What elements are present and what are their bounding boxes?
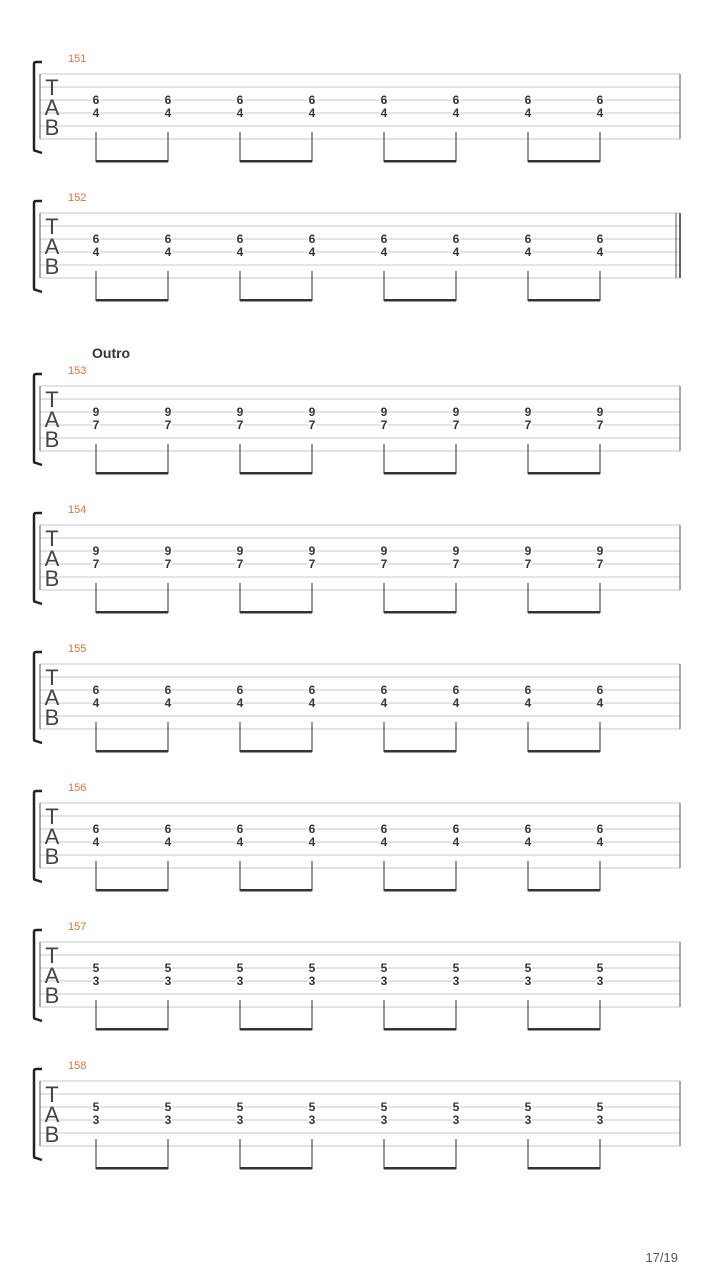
- fret-number: 3: [452, 1113, 460, 1127]
- fret-number: 4: [524, 696, 532, 710]
- fret-number: 9: [308, 544, 316, 558]
- fret-number: 4: [452, 245, 460, 259]
- fret-number: 4: [308, 835, 316, 849]
- fret-number: 9: [92, 405, 100, 419]
- fret-number: 3: [236, 1113, 244, 1127]
- beam: [528, 1167, 600, 1170]
- fret-number: 6: [380, 232, 388, 246]
- beam: [96, 160, 168, 163]
- tab-system: [34, 53, 680, 163]
- tab-system: [34, 1060, 680, 1170]
- tab-clef-letter: A: [44, 234, 60, 259]
- fret-number: 6: [452, 683, 460, 697]
- tab-clef-letter: A: [44, 1102, 60, 1127]
- fret-number: 4: [452, 696, 460, 710]
- fret-number: 5: [596, 1100, 604, 1114]
- beam: [240, 889, 312, 892]
- measure-number: 152: [68, 192, 87, 204]
- tab-system: [34, 782, 680, 892]
- tab-clef-letter: T: [45, 214, 59, 239]
- beam: [528, 160, 600, 163]
- fret-number: 9: [380, 544, 388, 558]
- fret-number: 9: [236, 544, 244, 558]
- beam: [384, 299, 456, 302]
- fret-number: 6: [308, 232, 316, 246]
- fret-number: 9: [164, 544, 172, 558]
- tab-system: [34, 345, 680, 475]
- beam: [96, 611, 168, 614]
- measure-number: 157: [68, 921, 87, 933]
- tab-clef-letter: B: [44, 1122, 60, 1147]
- fret-number: 7: [308, 418, 316, 432]
- fret-number: 3: [452, 974, 460, 988]
- fret-number: 9: [452, 405, 460, 419]
- fret-number: 5: [524, 1100, 532, 1114]
- fret-number: 3: [380, 974, 388, 988]
- fret-number: 7: [164, 418, 172, 432]
- fret-number: 4: [236, 106, 244, 120]
- beam: [528, 1028, 600, 1031]
- beam: [240, 611, 312, 614]
- beam: [96, 1167, 168, 1170]
- fret-number: 9: [92, 544, 100, 558]
- beam: [528, 750, 600, 753]
- beam: [240, 1167, 312, 1170]
- beam: [528, 889, 600, 892]
- fret-number: 4: [164, 245, 172, 259]
- fret-number: 5: [164, 1100, 172, 1114]
- tab-system: [34, 504, 680, 614]
- fret-number: 7: [596, 418, 604, 432]
- fret-number: 6: [92, 822, 100, 836]
- beam: [240, 1028, 312, 1031]
- fret-number: 5: [164, 961, 172, 975]
- fret-number: 7: [164, 557, 172, 571]
- fret-number: 6: [524, 93, 532, 107]
- tab-clef-letter: B: [44, 844, 60, 869]
- fret-number: 5: [452, 961, 460, 975]
- beam: [96, 889, 168, 892]
- fret-number: 4: [596, 835, 604, 849]
- fret-number: 4: [164, 106, 172, 120]
- fret-number: 4: [92, 696, 100, 710]
- fret-number: 6: [308, 822, 316, 836]
- fret-number: 9: [596, 405, 604, 419]
- fret-number: 6: [92, 232, 100, 246]
- fret-number: 4: [236, 245, 244, 259]
- fret-number: 3: [308, 1113, 316, 1127]
- fret-number: 6: [236, 822, 244, 836]
- fret-number: 9: [308, 405, 316, 419]
- tab-clef-letter: B: [44, 566, 60, 591]
- measure-number: 158: [68, 1060, 87, 1072]
- fret-number: 3: [164, 1113, 172, 1127]
- fret-number: 4: [308, 106, 316, 120]
- fret-number: 5: [308, 961, 316, 975]
- fret-number: 4: [308, 245, 316, 259]
- fret-number: 4: [452, 106, 460, 120]
- fret-number: 6: [452, 232, 460, 246]
- fret-number: 4: [380, 835, 388, 849]
- fret-number: 4: [596, 245, 604, 259]
- measure-number: 154: [68, 504, 87, 516]
- fret-number: 6: [596, 683, 604, 697]
- fret-number: 7: [452, 418, 460, 432]
- fret-number: 7: [524, 557, 532, 571]
- fret-number: 3: [92, 1113, 100, 1127]
- fret-number: 6: [524, 232, 532, 246]
- fret-number: 6: [164, 93, 172, 107]
- fret-number: 4: [164, 835, 172, 849]
- beam: [240, 299, 312, 302]
- fret-number: 3: [524, 1113, 532, 1127]
- fret-number: 3: [524, 974, 532, 988]
- fret-number: 5: [308, 1100, 316, 1114]
- fret-number: 9: [524, 405, 532, 419]
- beam: [240, 750, 312, 753]
- fret-number: 6: [236, 93, 244, 107]
- tab-clef-letter: T: [45, 665, 59, 690]
- tab-clef-letter: B: [44, 254, 60, 279]
- fret-number: 5: [92, 1100, 100, 1114]
- fret-number: 4: [236, 696, 244, 710]
- fret-number: 9: [236, 405, 244, 419]
- fret-number: 6: [308, 683, 316, 697]
- beam: [528, 299, 600, 302]
- fret-number: 5: [236, 1100, 244, 1114]
- section-label: Outro: [92, 345, 131, 361]
- fret-number: 5: [380, 1100, 388, 1114]
- fret-number: 5: [92, 961, 100, 975]
- fret-number: 6: [164, 232, 172, 246]
- fret-number: 7: [92, 557, 100, 571]
- fret-number: 3: [164, 974, 172, 988]
- fret-number: 6: [524, 683, 532, 697]
- fret-number: 6: [596, 232, 604, 246]
- fret-number: 7: [452, 557, 460, 571]
- fret-number: 4: [380, 696, 388, 710]
- beam: [96, 750, 168, 753]
- beam: [96, 299, 168, 302]
- fret-number: 5: [596, 961, 604, 975]
- fret-number: 6: [596, 93, 604, 107]
- measure-number: 156: [68, 782, 87, 794]
- fret-number: 7: [236, 418, 244, 432]
- fret-number: 4: [524, 245, 532, 259]
- fret-number: 5: [236, 961, 244, 975]
- measure-number: 153: [68, 365, 87, 377]
- fret-number: 3: [380, 1113, 388, 1127]
- fret-number: 4: [524, 835, 532, 849]
- tab-system: [34, 192, 680, 302]
- fret-number: 7: [524, 418, 532, 432]
- fret-number: 3: [92, 974, 100, 988]
- fret-number: 5: [524, 961, 532, 975]
- fret-number: 6: [164, 683, 172, 697]
- fret-number: 5: [380, 961, 388, 975]
- fret-number: 7: [380, 418, 388, 432]
- fret-number: 7: [596, 557, 604, 571]
- beam: [240, 472, 312, 475]
- fret-number: 4: [236, 835, 244, 849]
- fret-number: 6: [596, 822, 604, 836]
- fret-number: 6: [452, 822, 460, 836]
- fret-number: 5: [452, 1100, 460, 1114]
- fret-number: 4: [308, 696, 316, 710]
- tab-clef-letter: B: [44, 705, 60, 730]
- fret-number: 6: [236, 232, 244, 246]
- tab-clef-letter: T: [45, 943, 59, 968]
- fret-number: 4: [92, 245, 100, 259]
- beam: [384, 889, 456, 892]
- fret-number: 7: [92, 418, 100, 432]
- fret-number: 4: [380, 106, 388, 120]
- tab-clef-letter: A: [44, 824, 60, 849]
- fret-number: 6: [164, 822, 172, 836]
- fret-number: 9: [452, 544, 460, 558]
- fret-number: 4: [92, 835, 100, 849]
- tab-system: [34, 643, 680, 753]
- tab-clef-letter: A: [44, 407, 60, 432]
- fret-number: 4: [380, 245, 388, 259]
- tab-clef-letter: A: [44, 963, 60, 988]
- fret-number: 9: [596, 544, 604, 558]
- measure-number: 151: [68, 53, 87, 65]
- fret-number: 6: [452, 93, 460, 107]
- tab-clef-letter: B: [44, 983, 60, 1008]
- beam: [384, 1167, 456, 1170]
- fret-number: 6: [524, 822, 532, 836]
- fret-number: 3: [308, 974, 316, 988]
- tab-clef-letter: T: [45, 526, 59, 551]
- fret-number: 7: [380, 557, 388, 571]
- beam: [384, 611, 456, 614]
- fret-number: 3: [236, 974, 244, 988]
- tab-clef-letter: T: [45, 75, 59, 100]
- beam: [384, 750, 456, 753]
- beam: [384, 472, 456, 475]
- fret-number: 9: [524, 544, 532, 558]
- beam: [384, 160, 456, 163]
- fret-number: 7: [236, 557, 244, 571]
- fret-number: 6: [380, 822, 388, 836]
- tab-clef-letter: A: [44, 546, 60, 571]
- fret-number: 6: [308, 93, 316, 107]
- fret-number: 4: [452, 835, 460, 849]
- fret-number: 6: [380, 683, 388, 697]
- tab-system: [34, 921, 680, 1031]
- tab-clef-letter: B: [44, 427, 60, 452]
- tab-clef-letter: B: [44, 115, 60, 140]
- beam: [384, 1028, 456, 1031]
- beam: [96, 472, 168, 475]
- fret-number: 3: [596, 1113, 604, 1127]
- beam: [240, 160, 312, 163]
- beam: [528, 611, 600, 614]
- tab-clef-letter: A: [44, 95, 60, 120]
- fret-number: 3: [596, 974, 604, 988]
- tab-clef-letter: T: [45, 804, 59, 829]
- measure-number: 155: [68, 643, 87, 655]
- tab-clef-letter: T: [45, 387, 59, 412]
- fret-number: 4: [596, 696, 604, 710]
- beam: [528, 472, 600, 475]
- page-number: 17/19: [645, 1250, 678, 1265]
- beam: [96, 1028, 168, 1031]
- fret-number: 6: [92, 93, 100, 107]
- tab-clef-letter: A: [44, 685, 60, 710]
- fret-number: 6: [236, 683, 244, 697]
- fret-number: 6: [380, 93, 388, 107]
- fret-number: 4: [524, 106, 532, 120]
- fret-number: 4: [596, 106, 604, 120]
- fret-number: 9: [164, 405, 172, 419]
- fret-number: 7: [308, 557, 316, 571]
- fret-number: 6: [92, 683, 100, 697]
- fret-number: 9: [380, 405, 388, 419]
- fret-number: 4: [164, 696, 172, 710]
- fret-number: 4: [92, 106, 100, 120]
- tab-clef-letter: T: [45, 1082, 59, 1107]
